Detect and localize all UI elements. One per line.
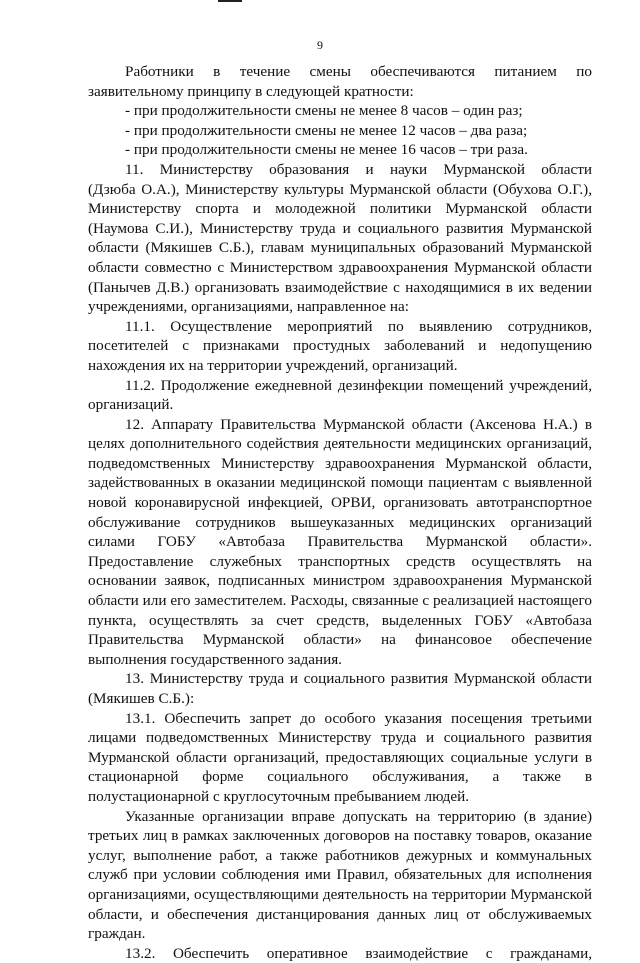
text-line: нахождения их на территории учреждений, организаций. — [88, 356, 458, 374]
text-line: услуг, выполнение работ, а также работников дежурных и коммунальных — [88, 846, 592, 864]
text-line: - при продолжительности смены не менее 12 часов – два раза; — [125, 121, 528, 139]
text-line: (Мякишев С.Б.): — [88, 690, 195, 707]
text-line: посетителей с признаками простудных заболеваний и недопущению — [88, 337, 592, 355]
text-line: (Панычев Д.В.) организовать взаимодействие с находящимися в их ведении — [88, 278, 592, 296]
text-line: Предоставление служебных транспортных средств осуществлять на — [88, 552, 592, 570]
text-line: Правительства Мурманской области» на финансовое обеспечение — [88, 631, 592, 649]
text-line: пункта, осуществлять за счет средств, выделенных ГОБУ «Автобаза — [88, 611, 592, 629]
text-line: полустационарной с круглосуточным пребыванием людей. — [88, 787, 470, 805]
text-line: 13. Министерству труда и социального развития Мурманской области — [125, 670, 592, 688]
text-line: граждан. — [88, 925, 146, 943]
text-line: Работники в течение смены обеспечиваются питанием по — [125, 63, 592, 80]
text-line: организациями, осуществляющими деятельность на территории Мурманской — [88, 885, 592, 903]
text-line: 13.2. Обеспечить оперативное взаимодействие с гражданами, — [125, 944, 592, 962]
text-line: 11.2. Продолжение ежедневной дезинфекции помещений учреждений, — [125, 376, 592, 394]
text-line: (Наумова С.И.), Министерству труда и социального развития Мурманской — [88, 219, 592, 237]
text-line: 11. Министерству образования и науки Мурманской области — [125, 160, 592, 178]
text-line: Указанные организации вправе допускать на территорию (в здание) — [125, 807, 592, 825]
text-line: 11.1. Осуществление мероприятий по выявлению сотрудников, — [125, 317, 592, 335]
text-line: служб при условии соблюдения ими Правил, обязательных для исполнения — [88, 866, 592, 884]
text-line: области или его заместителем. Расходы, связанные с реализацией настоящего — [88, 592, 592, 610]
text-line: области совместно с Министерством здравоохранения Мурманской области — [88, 258, 592, 276]
page-number: 9 — [317, 38, 323, 52]
document-body — [88, 62, 592, 963]
top-edge-mark — [218, 0, 242, 2]
text-line: организаций. — [88, 396, 174, 414]
text-line: третьих лиц в рамках заключенных договоров на поставку товаров, оказание — [88, 827, 592, 845]
text-line: - при продолжительности смены не менее 8 часов – один раз; — [125, 102, 523, 120]
text-line: - при продолжительности смены не менее 16 часов – три раза. — [125, 141, 528, 159]
text-line: выполнения государственного задания. — [88, 650, 342, 668]
text-line: 13.1. Обеспечить запрет до особого указания посещения третьими — [125, 709, 592, 727]
text-line: области (Мякишев С.Б.), главам муниципальных образований Мурманской — [88, 239, 592, 257]
text-line: новой коронавирусной инфекцией, ОРВИ, организовать автотранспортное — [88, 494, 592, 512]
text-line: области, и обеспечения дистанцирования данных лиц от обслуживаемых — [88, 905, 592, 923]
text-line: (Дзюба О.А.), Министерству культуры Мурманской области (Обухова О.Г.), — [88, 180, 592, 198]
text-line: Мурманской области организаций, предоставляющих социальные услуги в — [88, 748, 592, 766]
text-line: задействованных в оказании медицинской помощи пациентам с выявленной — [88, 474, 592, 492]
text-line: Министерству спорта и молодежной политики Мурманской области — [88, 200, 592, 218]
text-line: обслуживание сотрудников вышеуказанных медицинских организаций — [88, 513, 592, 531]
text-line: 12. Аппарату Правительства Мурманской области (Аксенова Н.А.) в — [125, 415, 592, 433]
text-line: учреждениями, организациями, направленное на: — [88, 298, 409, 316]
text-line: заявительному принципу в следующей кратности: — [88, 82, 414, 100]
text-line: стационарной форме социального обслуживания, а также в — [88, 768, 592, 786]
text-line: подведомственных Министерству здравоохранения Мурманской области, — [88, 454, 592, 472]
text-line: целях дополнительного содействия деятельности медицинских организаций, — [88, 435, 592, 453]
text-line: основании заявок, подписанных министром здравоохранения Мурманской — [88, 572, 592, 590]
text-line: силами ГОБУ «Автобаза Правительства Мурманской области». — [88, 533, 592, 551]
text-line: лицами подведомственных Министерству труда и социального развития — [88, 729, 592, 747]
